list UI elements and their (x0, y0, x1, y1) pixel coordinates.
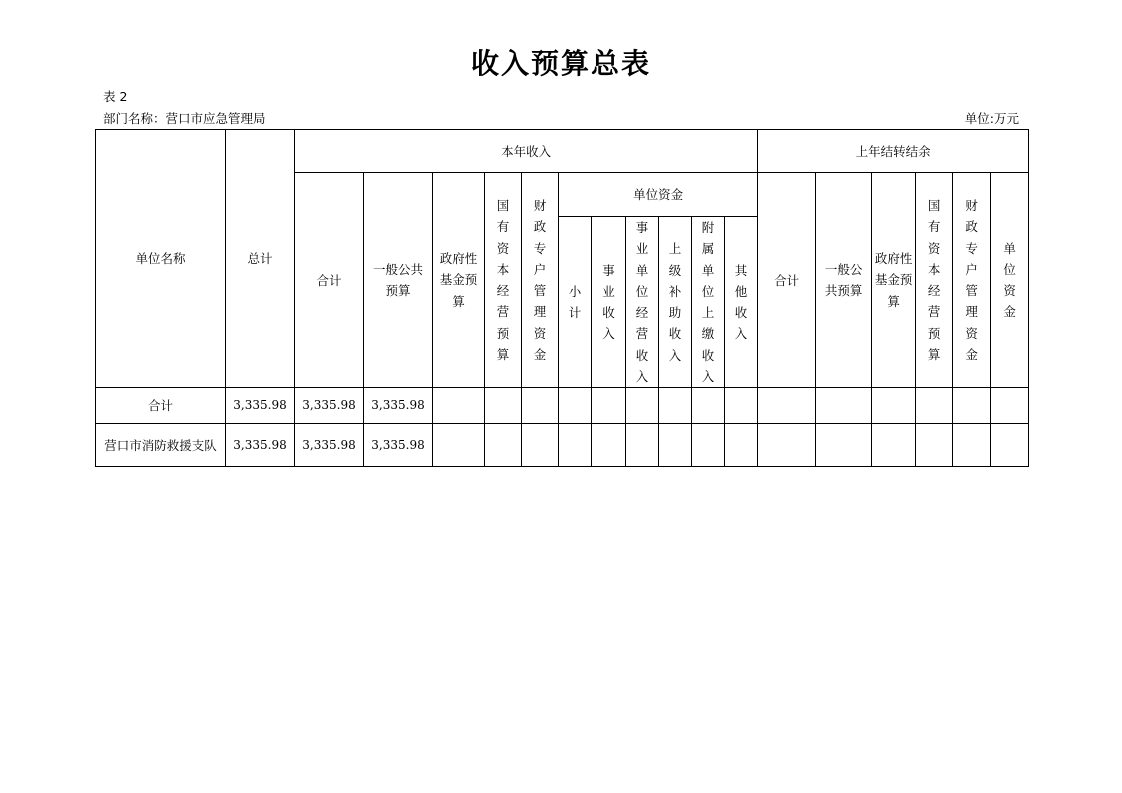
cell-empty (872, 424, 916, 467)
header-co-state-capital: 国有资本经营预算 (916, 173, 953, 388)
cell-empty (816, 388, 872, 424)
header-cy-unit-funds: 单位资金 (559, 173, 758, 217)
header-cy-state-capital: 国有资本经营预算 (485, 173, 522, 388)
header-co-general: 一般公共预算 (816, 173, 872, 388)
cell-empty (692, 388, 725, 424)
cell-empty (485, 388, 522, 424)
cell-unit-name: 营口市消防救援支队 (96, 424, 226, 467)
header-co-gov-fund: 政府性基金预算 (872, 173, 916, 388)
cell-cy-sum: 3,335.98 (295, 388, 364, 424)
cell-empty (659, 424, 692, 467)
header-co-fiscal-special: 财政专户管理资金 (953, 173, 991, 388)
cell-empty (916, 424, 953, 467)
header-total: 总计 (226, 130, 295, 388)
page-title: 收入预算总表 (470, 47, 651, 80)
cell-empty (816, 424, 872, 467)
table-row (96, 388, 1029, 424)
cell-empty (758, 388, 816, 424)
header-uf-other: 其他收入 (725, 217, 758, 388)
cell-empty (433, 388, 485, 424)
header-cy-gov-fund: 政府性基金预算 (433, 173, 485, 388)
header-cy-fiscal-special: 财政专户管理资金 (522, 173, 559, 388)
table-number: 表 2 (103, 89, 128, 104)
cell-empty (953, 388, 991, 424)
header-uf-subtotal: 小计 (559, 217, 592, 388)
cell-empty (991, 424, 1029, 467)
cell-empty (991, 388, 1029, 424)
header-co-unit-funds: 单位资金 (991, 173, 1029, 388)
department-name: 部门名称：营口市应急管理局 (103, 111, 266, 126)
cell-empty (592, 388, 626, 424)
header-cy-sum: 合计 (295, 173, 364, 388)
cell-cy-general: 3,335.98 (364, 424, 433, 467)
header-current-year-income: 本年收入 (295, 130, 758, 173)
cell-unit-name: 合计 (96, 388, 226, 424)
cell-empty (626, 388, 659, 424)
header-carryover: 上年结转结余 (758, 130, 1029, 173)
cell-empty (725, 424, 758, 467)
header-cy-general: 一般公共预算 (364, 173, 433, 388)
cell-empty (559, 388, 592, 424)
cell-empty (953, 424, 991, 467)
cell-cy-general: 3,335.98 (364, 388, 433, 424)
cell-empty (659, 388, 692, 424)
cell-empty (916, 388, 953, 424)
header-uf-superior: 上级补助收入 (659, 217, 692, 388)
header-unit-name: 单位名称 (96, 130, 226, 388)
cell-empty (872, 388, 916, 424)
cell-empty (522, 424, 559, 467)
cell-empty (522, 388, 559, 424)
cell-empty (626, 424, 659, 467)
cell-empty (758, 424, 816, 467)
cell-total: 3,335.98 (226, 424, 295, 467)
cell-empty (692, 424, 725, 467)
cell-empty (485, 424, 522, 467)
table-row (96, 424, 1029, 467)
cell-empty (559, 424, 592, 467)
header-uf-business: 事业收入 (592, 217, 626, 388)
unit-label: 单位:万元 (964, 111, 1019, 126)
cell-empty (433, 424, 485, 467)
cell-empty (725, 388, 758, 424)
cell-cy-sum: 3,335.98 (295, 424, 364, 467)
cell-total: 3,335.98 (226, 388, 295, 424)
header-co-sum: 合计 (758, 173, 816, 388)
cell-empty (592, 424, 626, 467)
header-uf-affiliated: 附属单位上缴收入 (692, 217, 725, 388)
budget-table (95, 129, 1029, 467)
header-uf-operating: 事业单位经营收入 (626, 217, 659, 388)
